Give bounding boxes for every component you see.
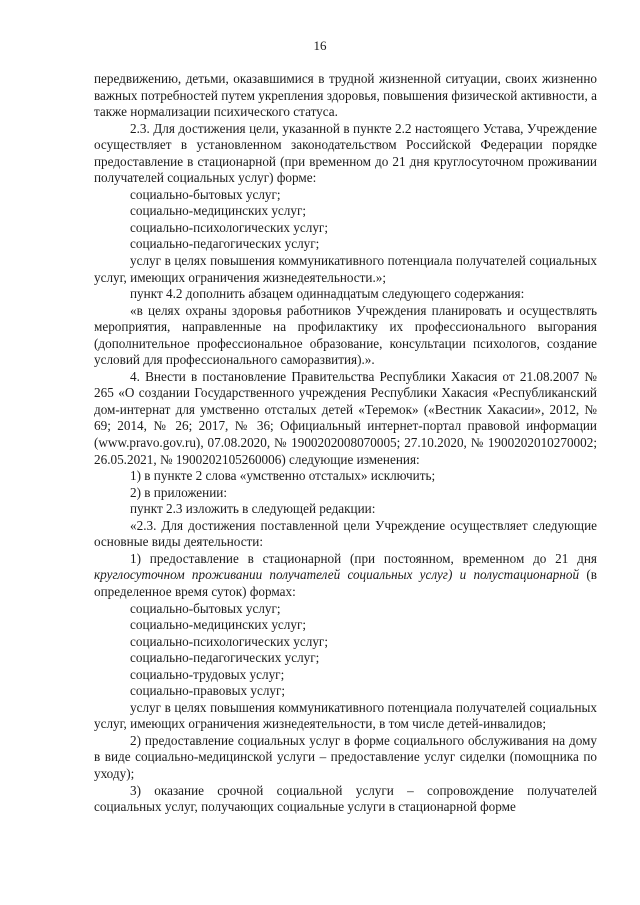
paragraph-part-italic: круглосуточном проживании получателей социальных услуг) и полустационарной — [94, 567, 580, 583]
list-item: социально-педагогических услуг; — [130, 236, 320, 252]
paragraph: «в целях охраны здоровья работников Учреждения планировать и осуществлять мероприятия, направленные на профилактику их профессионального выгорания (дополнительное профессиональное образование, консультации психологов, создание условий для профессионального саморазвития).». — [94, 302, 597, 368]
list-item: социально-бытовых услуг; — [130, 600, 281, 616]
paragraph: 2.3. Для достижения цели, указанной в пункте 2.2 настоящего Устава, Учреждение осуществляет в установленном законодательством Российской Федерации порядке предоставление в стационарной (при временном до 21 дня круглосуточном проживании получателей социальных услуг) форме: — [94, 120, 597, 186]
paragraph: «2.3. Для достижения поставленной цели Учреждение осуществляет следующие основные виды деятельности: — [94, 517, 597, 550]
paragraph: услуг в целях повышения коммуникативного потенциала получателей социальных услуг, имеющих ограничения жизнедеятельности.»; — [94, 253, 597, 285]
list-item: социально-бытовых услуг; — [130, 186, 281, 202]
document-body — [94, 71, 597, 816]
list-item: 2) в приложении: — [130, 484, 227, 500]
paragraph-part: 1) предоставление в стационарной (при постоянном, временном до 21 дня — [130, 550, 597, 566]
page-number: 16 — [313, 38, 327, 53]
list-item: пункт 2.3 изложить в следующей редакции: — [130, 501, 376, 517]
list-item: социально-психологических услуг; — [130, 219, 329, 235]
paragraph: 3) оказание срочной социальной услуги – сопровождение получателей социальных услуг, получающих социальные услуги в стационарной форме — [94, 782, 597, 815]
list-item: 1) в пункте 2 слова «умственно отсталых» исключить; — [130, 468, 436, 484]
list-item: социально-медицинских услуг; — [130, 203, 307, 219]
list-item: социально-правовых услуг; — [130, 683, 286, 699]
paragraph — [94, 551, 597, 601]
list-item: социально-медицинских услуг; — [130, 617, 307, 633]
list-item: социально-трудовых услуг; — [130, 666, 285, 682]
paragraph-part: (в определенное время суток) формах: — [94, 567, 598, 599]
paragraph: 4. Внести в постановление Правительства Республики Хакасия от 21.08.2007 № 265 «О создании Государственного учреждения Республики Хакасия «Республиканский дом-интернат для умственно отсталых детей «Теремок» («Вестник Хакасии», 2012, № 69; 2014, № 26; 2017, № 36; Официальный интернет-портал правовой информации (www.pravo.gov.ru), 07.08.2020, № 1900202008070005; 27.10.2020, № 1900202010270002; 26.05.2021, № 1900202105260006) следующие изменения: — [94, 368, 597, 467]
paragraph: пункт 4.2 дополнить абзацем одиннадцатым следующего содержания: — [130, 286, 525, 302]
paragraph: 2) предоставление социальных услуг в форме социального обслуживания на дому в виде социально-медицинской услуги – предоставление услуг сиделки (помощника по уходу); — [94, 732, 597, 781]
paragraph: передвижению, детьми, оказавшимися в трудной жизненной ситуации, своих жизненно важных потребностей путем укрепления здоровья, повышения физической активности, а также нормализации психического статуса. — [94, 71, 597, 120]
paragraph: услуг в целях повышения коммуникативного потенциала получателей социальных услуг, имеющих ограничения жизнедеятельности, в том числе детей-инвалидов; — [94, 699, 597, 732]
list-item: социально-педагогических услуг; — [130, 650, 320, 666]
list-item: социально-психологических услуг; — [130, 633, 329, 649]
